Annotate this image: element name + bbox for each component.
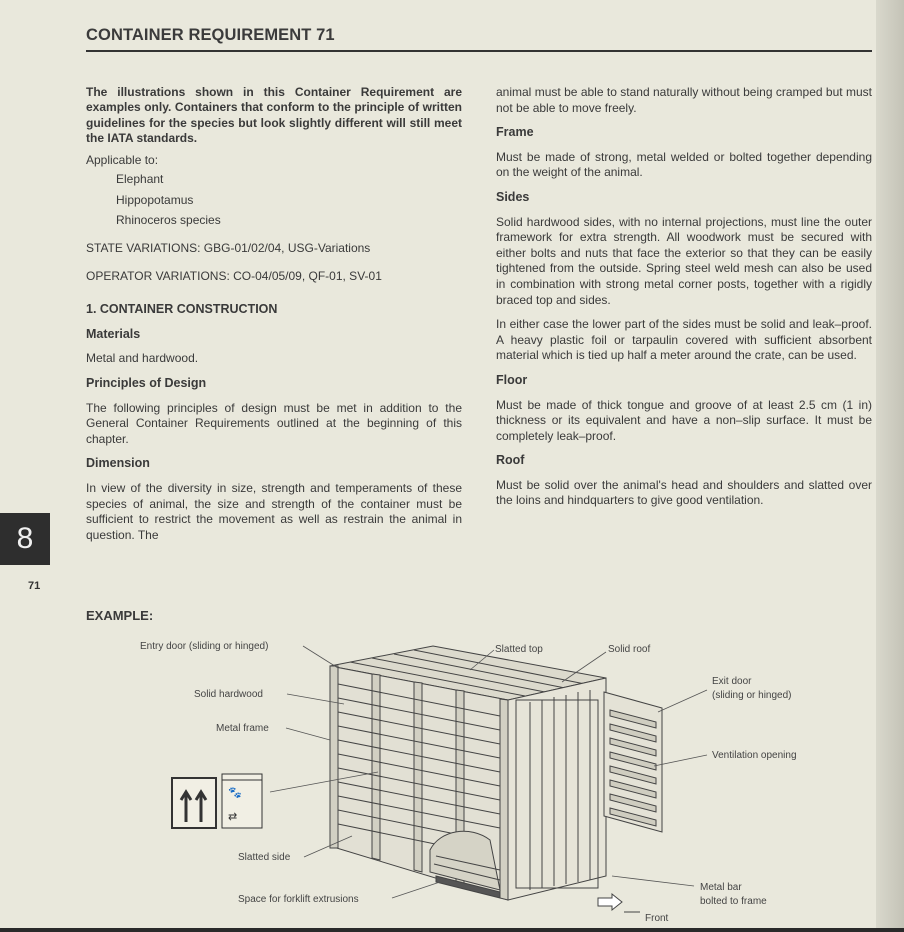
crate-front-face [508,678,606,900]
label-entry-door: Entry door (sliding or hinged) [140,641,269,652]
handling-labels [172,774,262,828]
materials-heading: Materials [86,326,141,341]
crate-illustration [0,600,876,928]
metal-post [330,666,338,848]
svg-text:🐾: 🐾 [228,787,242,799]
label-metal-frame: Metal frame [216,723,269,734]
metal-post [414,682,422,872]
page-number: 71 [28,580,41,592]
dimension-heading: Dimension [86,456,150,471]
floor-text: Must be made of thick tongue and groove of at least 2.5 cm (1 in) thickness or its equivalent and have a non–slip surface. It must be completely leak–proof. [496,397,872,443]
example-heading: EXAMPLE: [86,608,154,623]
sides-text: Solid hardwood sides, with no internal projections, must line the outer framework for extra strength. All woodwork must be secured with either bolts and nuts that face the exterior so that they can be easily tightened from the outside. Spring steel weld mesh can also be used in combination with strong metal corner posts, together with a rigidly braced top and sides. [496,214,872,307]
principles-text: The following principles of design must be met in addition to the General Container Requirements outlined at the beginning of this chapter. [86,400,462,446]
label-slatted-top: Slatted top [495,644,543,655]
roof-text: Must be solid over the animal's head and shoulders and slatted over the loins and hindquarters to give good ventilation. [496,477,872,508]
page-title: CONTAINER REQUIREMENT 71 [86,26,335,44]
right-column [496,85,872,518]
sides-text-2: In either case the lower part of the sides must be solid and leak–proof. A heavy plastic foil or tarpaulin covered with sufficient absorbent material which is tied up half a meter around the crate, can be used. [496,317,872,363]
dimension-text: In view of the diversity in size, strength and temperaments of these species of animal, the size and strength of the container must be sufficient to restrict the movement as well as restrain the animal in question. The [86,480,462,542]
floor-heading: Floor [496,372,528,387]
frame-heading: Frame [496,125,534,140]
intro-paragraph: The illustrations shown in this Container Requirement are examples only. Containers that conform to the principle of written guidelines for the species but look slightly different will still meet the IATA standards. [86,85,462,146]
label-solid-roof: Solid roof [608,644,651,655]
chapter-tab: 8 [0,513,50,565]
species-item: Rhinoceros species [116,213,221,228]
label-slatted-side: Slatted side [238,852,291,863]
label-exit-door: Exit door [712,676,752,687]
dimension-text-continued: animal must be able to stand naturally without being cramped but must not be able to move freely. [496,85,872,115]
this-way-up-label [172,778,216,828]
svg-text:⇄: ⇄ [228,811,238,823]
applicable-label: Applicable to: [86,152,159,167]
species-item: Hippopotamus [116,192,194,207]
left-column [86,85,462,552]
operator-variations: OPERATOR VARIATIONS: CO-04/05/09, QF-01, SV-01 [86,268,382,283]
materials-text: Metal and hardwood. [86,351,199,366]
principles-heading: Principles of Design [86,375,207,390]
roof-heading: Roof [496,453,525,468]
sides-heading: Sides [496,189,530,204]
frame-text: Must be made of strong, metal welded or bolted together depending on the weight of the animal. [496,149,872,180]
label-front: Front [645,913,669,924]
page-bottom-edge [0,928,904,932]
label-metal-bar-bolted: bolted to frame [700,896,767,907]
label-exit-door-type: (sliding or hinged) [712,690,792,701]
metal-post [500,699,508,900]
label-solid-hardwood: Solid hardwood [194,689,263,700]
label-metal-bar: Metal bar [700,882,742,893]
page-gutter-shadow [876,0,904,932]
title-rule [86,50,872,52]
state-variations: STATE VARIATIONS: GBG-01/02/04, USG-Variations [86,241,371,255]
section-heading: 1. CONTAINER CONSTRUCTION [86,302,278,317]
label-forklift: Space for forklift extrusions [238,894,359,905]
label-ventilation: Ventilation opening [712,750,797,761]
species-item: Elephant [116,172,164,187]
